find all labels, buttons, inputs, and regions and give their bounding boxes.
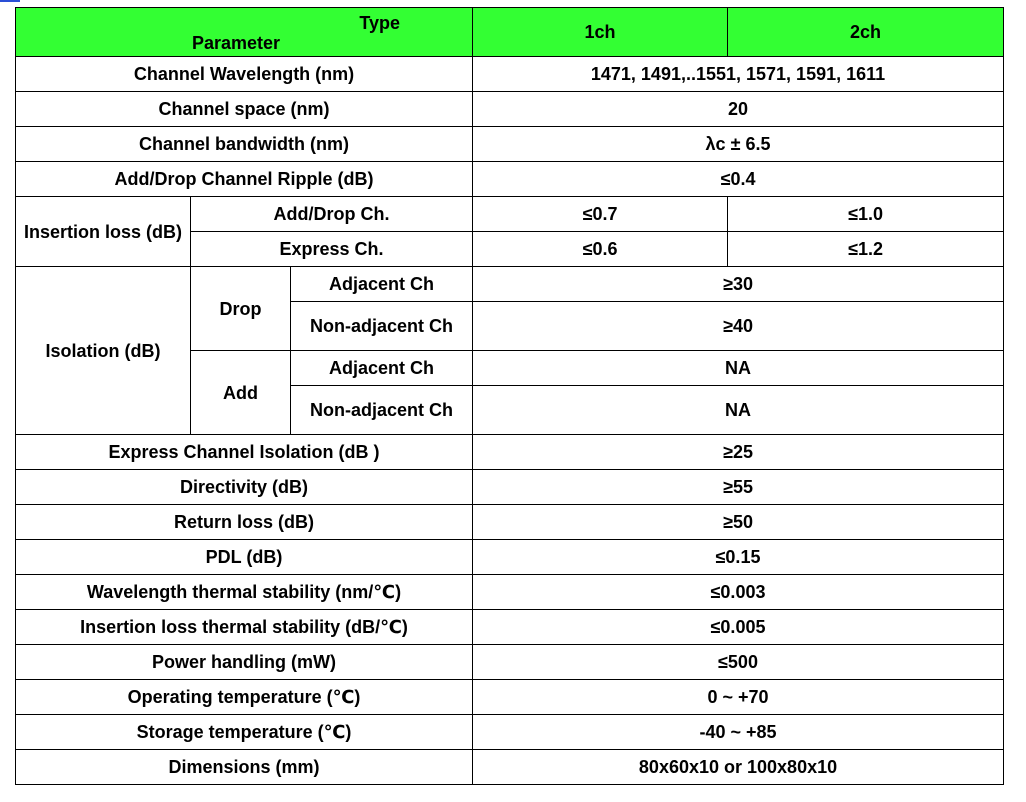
insertion-loss-label: Insertion loss (dB): [16, 197, 191, 267]
insertion-loss-express-label: Express Ch.: [191, 232, 473, 267]
insertion-loss-add-drop-2ch: ≤1.0: [728, 197, 1004, 232]
insertion-loss-add-drop-label: Add/Drop Ch.: [191, 197, 473, 232]
header-parameter-label: Parameter: [192, 33, 281, 53]
table-row: [16, 470, 1004, 505]
isolation-drop-nonadjacent-value: ≥40: [473, 302, 1004, 351]
row-label: Channel space (nm): [16, 92, 473, 127]
row-label: Add/Drop Channel Ripple (dB): [16, 162, 473, 197]
top-accent-line: [0, 0, 20, 2]
isolation-add-nonadjacent-value: NA: [473, 386, 1004, 435]
isolation-drop-adjacent-label: Adjacent Ch: [291, 267, 473, 302]
table-row: [16, 715, 1004, 750]
row-label: Storage temperature (℃): [16, 715, 473, 750]
row-label: Dimensions (mm): [16, 750, 473, 785]
table-row: [16, 197, 1004, 232]
isolation-add-label: Add: [191, 351, 291, 435]
row-label: Wavelength thermal stability (nm/℃): [16, 575, 473, 610]
table-row: [16, 92, 1004, 127]
table-row: [16, 127, 1004, 162]
insertion-loss-express-2ch: ≤1.2: [728, 232, 1004, 267]
row-label: PDL (dB): [16, 540, 473, 575]
row-label: Express Channel Isolation (dB ): [16, 435, 473, 470]
header-2ch: 2ch: [728, 8, 1004, 57]
row-label: Channel bandwidth (nm): [16, 127, 473, 162]
table-row: [16, 505, 1004, 540]
row-value: ≤0.4: [473, 162, 1004, 197]
row-value: ≤0.003: [473, 575, 1004, 610]
table-row: [16, 267, 1004, 302]
row-value: 1471, 1491,..1551, 1571, 1591, 1611: [473, 57, 1004, 92]
row-label: Operating temperature (℃): [16, 680, 473, 715]
insertion-loss-add-drop-1ch: ≤0.7: [473, 197, 728, 232]
isolation-add-adjacent-value: NA: [473, 351, 1004, 386]
table-row: [16, 610, 1004, 645]
row-label: Power handling (mW): [16, 645, 473, 680]
isolation-drop-label: Drop: [191, 267, 291, 351]
row-value: ≥25: [473, 435, 1004, 470]
row-value: ≥50: [473, 505, 1004, 540]
header-type-label: Type: [359, 13, 401, 33]
row-value: ≤0.005: [473, 610, 1004, 645]
table-row: [16, 57, 1004, 92]
table-row: [16, 540, 1004, 575]
isolation-add-nonadjacent-label: Non-adjacent Ch: [291, 386, 473, 435]
row-label: Return loss (dB): [16, 505, 473, 540]
header-row: [16, 8, 1004, 57]
header-type-parameter-cell: [16, 8, 473, 57]
row-label: Channel Wavelength (nm): [16, 57, 473, 92]
row-value: ≤0.15: [473, 540, 1004, 575]
table-row: [16, 645, 1004, 680]
isolation-drop-nonadjacent-label: Non-adjacent Ch: [291, 302, 473, 351]
row-value: 20: [473, 92, 1004, 127]
table-row: [16, 162, 1004, 197]
table-row: [16, 435, 1004, 470]
table-row: [16, 575, 1004, 610]
row-value: ≥55: [473, 470, 1004, 505]
row-label: Insertion loss thermal stability (dB/℃): [16, 610, 473, 645]
table-row: [16, 750, 1004, 785]
isolation-label: Isolation (dB): [16, 267, 191, 435]
row-value: λc ± 6.5: [473, 127, 1004, 162]
header-1ch: 1ch: [473, 8, 728, 57]
row-value: -40 ~ +85: [473, 715, 1004, 750]
row-value: 0 ~ +70: [473, 680, 1004, 715]
row-value: 80x60x10 or 100x80x10: [473, 750, 1004, 785]
insertion-loss-express-1ch: ≤0.6: [473, 232, 728, 267]
isolation-drop-adjacent-value: ≥30: [473, 267, 1004, 302]
spec-table-container: [15, 7, 1004, 785]
spec-table: [15, 7, 1004, 785]
isolation-add-adjacent-label: Adjacent Ch: [291, 351, 473, 386]
row-label: Directivity (dB): [16, 470, 473, 505]
row-value: ≤500: [473, 645, 1004, 680]
table-row: [16, 680, 1004, 715]
